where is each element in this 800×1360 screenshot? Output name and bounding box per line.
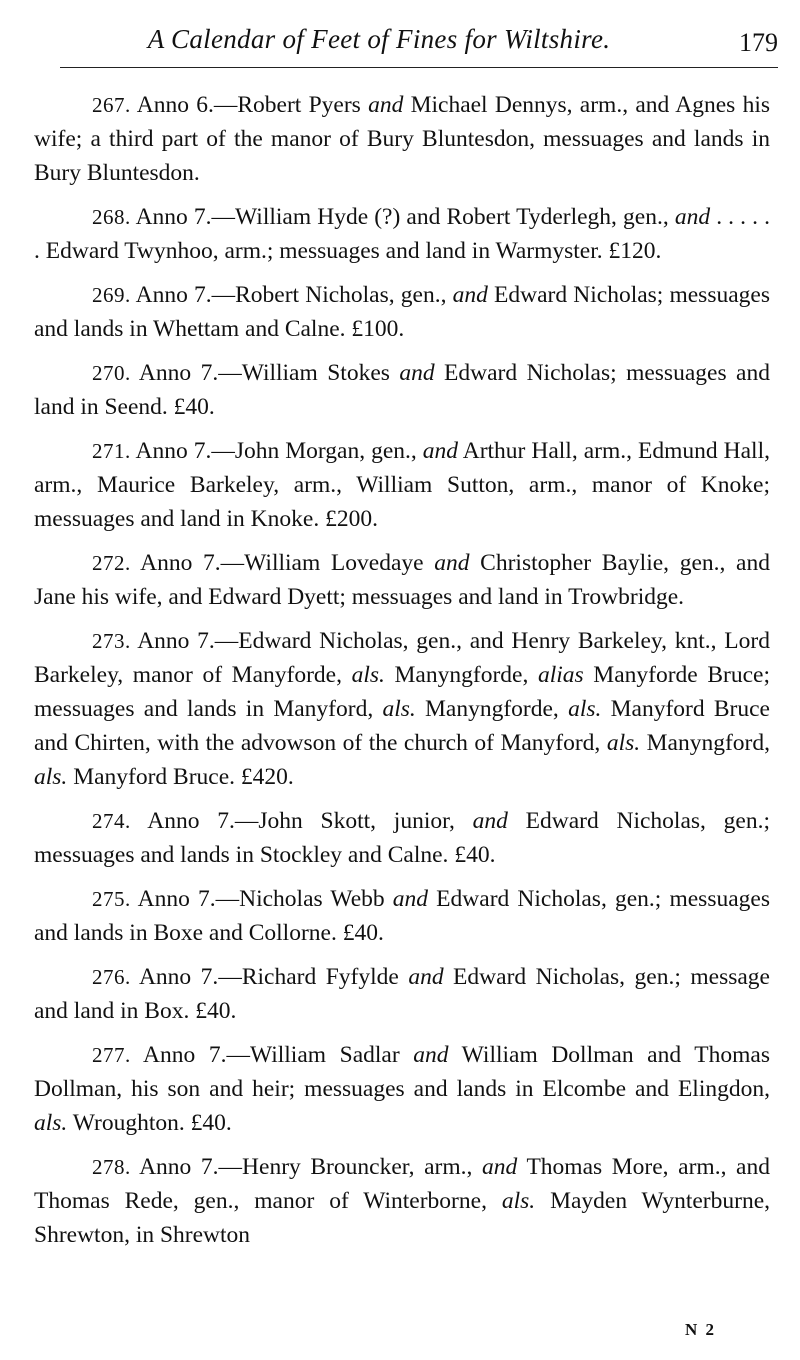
entry-text: —Henry Brouncker, arm., (218, 1154, 483, 1180)
signature-mark: N 2 (684, 1320, 716, 1339)
entry-italic: als. (351, 662, 385, 688)
entry-italic: and (452, 282, 488, 308)
entry-text: —Robert Nicholas, gen., (211, 282, 453, 308)
entry-text: —Nicholas Webb (215, 886, 393, 912)
entry-text: —John Skott, junior, (234, 808, 473, 834)
entry-italic: and (434, 550, 470, 576)
entry-amount: £40. (190, 1110, 232, 1136)
entry-italic: and (482, 1154, 518, 1180)
entry-text: —Robert Pyers (213, 92, 369, 118)
entry-number: 276. (92, 965, 131, 989)
entry-amount: £40. (454, 842, 496, 868)
page-body (34, 88, 770, 1262)
entry-italic: als. (382, 696, 416, 722)
entry-text: Edward Nicholas; messuages and lands in Whettam and Calne. (34, 282, 770, 342)
entry-amount: £100. (351, 316, 405, 342)
entry-text: Wroughton. (67, 1110, 185, 1136)
entry-italic: als. (501, 1188, 536, 1214)
entry-text: Manyforde Bruce; messuages and lands in Manyford, (34, 662, 770, 722)
entry-267 (34, 88, 770, 190)
entry-year: Anno 7. (138, 360, 219, 386)
entry-268 (34, 200, 770, 268)
entry-276 (34, 960, 770, 1028)
entry-text: . . . . . . Edward Twynhoo, arm.; messuages and land in Warmyster. (34, 204, 771, 264)
entry-year: Anno 7. (143, 1042, 227, 1068)
entry-text: —William Sadlar (226, 1042, 414, 1068)
entry-italic: and (392, 886, 429, 912)
entry-number: 267. (92, 93, 131, 117)
entry-number: 271. (92, 439, 131, 463)
entry-amount: £40. (173, 394, 215, 420)
entry-number: 278. (92, 1155, 131, 1179)
entry-number: 275. (92, 887, 131, 911)
entry-year: Anno 7. (139, 1154, 219, 1180)
entry-year: Anno 7. (135, 204, 212, 230)
entry-amount: £200. (325, 506, 378, 532)
entry-amount: £40. (342, 920, 384, 946)
entry-text: —John Morgan, gen., (211, 438, 423, 464)
entry-text: —Edward Nicholas, gen., and Henry Barkeley, knt., Lord Barkeley, manor of Manyforde, (34, 628, 770, 688)
page-number: 179 (739, 28, 778, 57)
entry-text: Mayden Wynterburne, Shrewton, in Shrewton (34, 1188, 770, 1248)
entry-italic: and (399, 360, 435, 386)
header-rule (60, 67, 778, 68)
entry-number: 269. (92, 283, 131, 307)
entry-text: Manyford Bruce. (67, 764, 236, 790)
entry-number: 273. (92, 629, 131, 653)
entry-text: Michael Dennys, arm., and Agnes his wife; a third part of the manor of Bury Bluntesdon, messuages and lands in Bury Bluntesdon. (34, 92, 770, 186)
entry-year: Anno 7. (140, 550, 221, 576)
page-header (40, 18, 778, 64)
entry-number: 274. (92, 809, 131, 833)
entry-text: Thomas More, arm., and Thomas Rede, gen., manor of Winterborne, (34, 1154, 770, 1214)
entry-text: Manyngforde, (415, 696, 569, 722)
entry-year: Anno 7. (138, 964, 219, 990)
entry-text: Manyngforde, (384, 662, 538, 688)
entry-text: Manyford Bruce and Chirten, with the advowson of the church of Manyford, (34, 696, 770, 756)
entry-year: Anno 7. (147, 808, 235, 834)
entry-277 (34, 1038, 770, 1140)
entry-270 (34, 356, 770, 424)
entry-text: Manyngford, (640, 730, 771, 756)
entry-italic: als. (34, 764, 68, 790)
entry-274 (34, 804, 770, 872)
entry-text: —Richard Fyfylde (218, 964, 409, 990)
entry-text: Edward Nicholas, gen.; message and land in Box. (34, 964, 770, 1024)
entry-year: Anno 6. (136, 92, 214, 118)
entry-italic: als. (568, 696, 602, 722)
entry-272 (34, 546, 770, 614)
entry-amount: £40. (195, 998, 237, 1024)
entry-italic: and (472, 808, 508, 834)
entry-text: Edward Nicholas, gen.; messuages and lands in Boxe and Collorne. (34, 886, 770, 946)
entry-year: Anno 7. (137, 886, 216, 912)
entry-text: Christopher Baylie, gen., and Jane his wife, and Edward Dyett; messuages and land in Trowbridge. (34, 550, 770, 610)
entry-text: —William Stokes (218, 360, 400, 386)
entry-number: 270. (92, 361, 131, 385)
entry-number: 277. (92, 1043, 131, 1067)
entry-year: Anno 7. (137, 628, 215, 654)
entry-271 (34, 434, 770, 536)
entry-amount: £420. (240, 764, 294, 790)
entry-273 (34, 624, 770, 794)
entry-italic: als. (606, 730, 641, 756)
entry-italic: and (408, 964, 444, 990)
entry-269 (34, 278, 770, 346)
entry-amount: £120. (608, 238, 662, 264)
running-title: A Calendar of Feet of Fines for Wiltshire. (147, 24, 611, 54)
entry-text: William Dollman and Thomas Dollman, his son and heir; messuages and lands in Elcombe and Elingdon, (34, 1042, 770, 1102)
entry-text: —William Lovedaye (220, 550, 435, 576)
entry-275 (34, 882, 770, 950)
entry-number: 268. (92, 205, 131, 229)
entry-text: Arthur Hall, arm., Edmund Hall, arm., Maurice Barkeley, arm., William Sutton, arm., manor of Knoke; messuages and land in Knoke. (34, 438, 770, 532)
entry-italic: alias (537, 662, 584, 688)
entry-text: Edward Nicholas, gen.; messuages and lands in Stockley and Calne. (34, 808, 770, 868)
entry-italic: and (422, 438, 459, 464)
entry-number: 272. (92, 551, 131, 575)
entry-italic: and (368, 92, 404, 118)
entry-year: Anno 7. (135, 282, 212, 308)
entry-italic: and (413, 1042, 449, 1068)
entry-text: Edward Nicholas; messuages and land in Seend. (34, 360, 770, 420)
entry-text: —William Hyde (?) and Robert Tyderlegh, gen., (211, 204, 675, 230)
entry-278 (34, 1150, 770, 1252)
entry-italic: and (674, 204, 711, 230)
entry-italic: als. (34, 1110, 68, 1136)
entry-year: Anno 7. (135, 438, 212, 464)
